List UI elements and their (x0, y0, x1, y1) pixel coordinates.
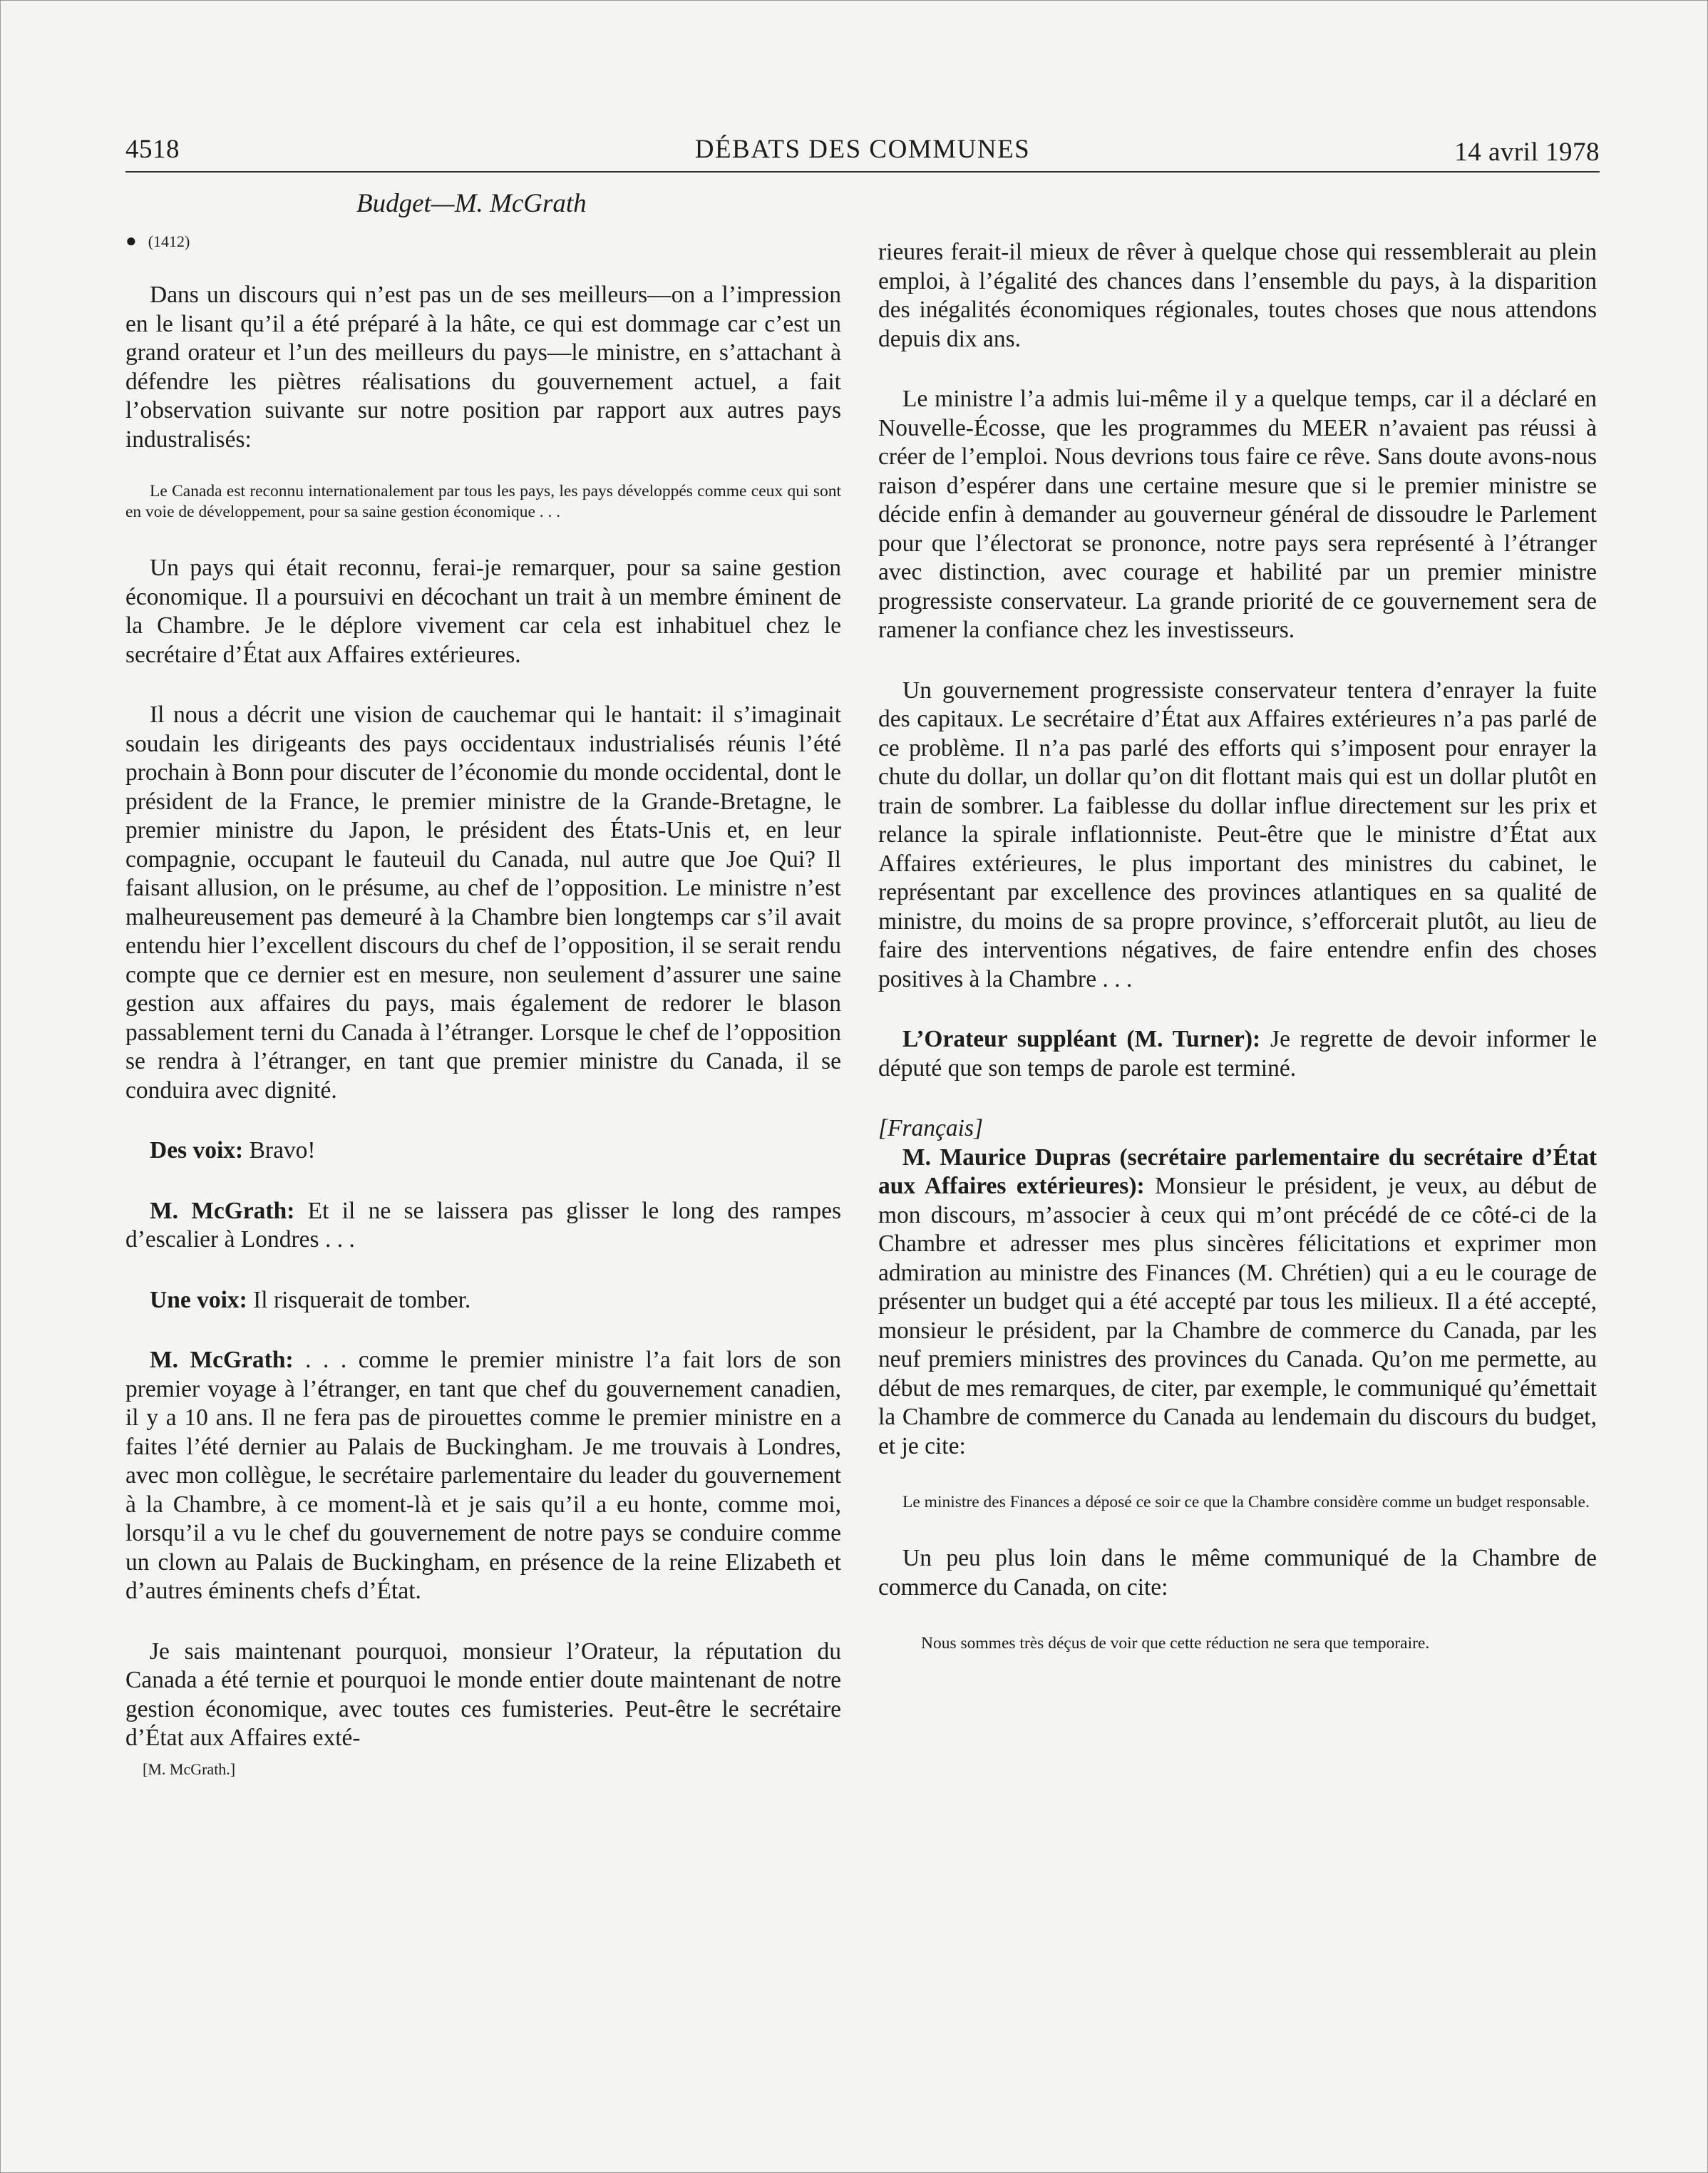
speech-text: Il risquerait de tomber. (247, 1286, 471, 1313)
language-tag: [Français] (878, 1115, 984, 1141)
speaker-name: Des voix: (150, 1137, 244, 1163)
block-quote: Le Canada est reconnu internationalement par tous les pays, les pays développés comme ceux qui sont en voie de développement, pour sa saine gestion économique . . . (125, 482, 841, 521)
speech-text: Monsieur le président, je veux, au début de mon discours, m’associer à ceux qui m’ont précédé de ce côté-ci de la Chambre et adresser mes plus sincères félicitations et exprimer mon admiration au ministre des Finances (M. Chrétien) qui a eu le courage de présenter un budget qui a été accepté par tous les milieux. Il a été accepté, monsieur le président, par la Chambre de commerce du Canada, par les neuf premiers ministres des provinces du Canada. Qu’on me permette, au début de mes remarques, de citer, par exemple, le communiqué qu’émettait la Chambre de commerce du Canada au lendemain du discours du budget, et je cite: (878, 1173, 1597, 1459)
paragraph: Un peu plus loin dans le même communiqué de la Chambre de commerce du Canada, on cite: (878, 1545, 1597, 1601)
paragraph: Un gouvernement progressiste conservateur tentera d’enrayer la fuite des capitaux. Le secrétaire d’État aux Affaires extérieures n’a pas parlé de ce problème. Il n’a pas parlé des efforts qui s’imposent pour enrayer la chute du dollar, un dollar qu’on dit flottant mais qui est un dollar plutôt en train de sombrer. La faiblesse du dollar influe directement sur les prix et relance la spirale inflationniste. Peut-être que le ministre d’État aux Affaires extérieures, le plus important des ministres du cabinet, le représentant par excellence des provinces atlantiques en sa qualité de ministre, du moins de sa propre province, s’efforcerait plutôt, au lieu de faire des interventions négatives, de faire entendre enfin des choses positives à la Chambre . . . (878, 677, 1597, 992)
running-head: Budget—M. McGrath (356, 189, 587, 218)
bullet-icon: ● (125, 230, 137, 251)
paragraph: Dans un discours qui n’est pas un de ses meilleurs—on a l’impression en le lisant qu’il a été préparé à la hâte, ce qui est dommage car c’est un grand orateur et l’un des meilleurs du pays—le ministre, en s’attachant à défendre les piètres réalisations du gouvernement actuel, a fait l’observation suivante sur notre position par rapport aux autres pays industralisés: (125, 282, 841, 453)
block-quote: Le ministre des Finances a déposé ce soir ce que la Chambre considère comme un budget responsable. (902, 1493, 1590, 1511)
paragraph: rieures ferait-il mieux de rêver à quelque chose qui ressemblerait au plein emploi, à l’égalité des chances dans l’ensemble du pays, à la disparition des inégalités économiques régionales, toutes choses que nous attendons depuis dix ans. (878, 239, 1597, 352)
paragraph: Je sais maintenant pourquoi, monsieur l’Orateur, la réputation du Canada a été ternie et pourquoi le monde entier doute maintenant de notre gestion économique, avec toutes ces fumisteries. Peut-être le secrétaire d’État aux Affaires exté- (125, 1638, 841, 1751)
paragraph: Un pays qui était reconnu, ferai-je remarquer, pour sa saine gestion économique. Il a poursuivi en décochant un trait à un membre éminent de la Chambre. Je le déplore vivement car cela est inhabituel chez le secrétaire d’État aux Affaires extérieures. (125, 555, 841, 668)
paragraph: Le ministre l’a admis lui-même il y a quelque temps, car il a déclaré en Nouvelle-Écosse, que les programmes du MEER n’avaient pas réussi à créer de l’emploi. Nous devrions tous faire ce rêve. Sans doute avons-nous raison d’espérer dans une certaine mesure que si le premier ministre se décide enfin à demander au gouverneur général de dissoudre le Parlement pour que l’électorat se prononce, notre pays sera représenté à l’étranger avec distinction, avec courage et habilité par un premier ministre progressiste conservateur. La grande priorité de ce gouvernement sera de ramener la confiance chez les investisseurs. (878, 386, 1597, 643)
block-quote: Nous sommes très déçus de voir que cette réduction ne sera que temporaire. (921, 1634, 1430, 1653)
speech-text: Bravo! (243, 1137, 316, 1163)
publication-title: DÉBATS DES COMMUNES (694, 135, 1031, 164)
speech-text: Je regrette de devoir informer le député que son temps de parole est terminé. (878, 1026, 1597, 1082)
speech-entry (125, 1346, 841, 1606)
speech-entry (878, 1144, 1597, 1461)
left-column (125, 232, 841, 1779)
speaker-name: M. McGrath: (150, 1197, 295, 1224)
speech-entry (878, 1025, 1597, 1083)
time-marker (125, 232, 841, 251)
issue-date: 14 avril 1978 (1454, 138, 1600, 167)
paragraph: Il nous a décrit une vision de cauchemar qui le hantait: il s’imaginait soudain les dirigeants des pays occidentaux industrialisés réunis l’été prochain à Bonn pour discuter de l’économie du monde occidental, dont le président de la France, le premier ministre de la Grande-Bretagne, le premier ministre du Japon, le président des États-Unis et, en leur compagnie, occupant le fauteuil du Canada, nul autre que Joe Qui? Il faisant allusion, on le présume, au chef de l’opposition. Le ministre n’est malheureusement pas demeuré à la Chambre bien longtemps car s’il avait entendu hier l’excellent discours du chef de l’opposition, il se serait rendu compte que ce dernier est en mesure, non seulement d’assurer une saine gestion aux affaires du pays, mais également de redorer le blason passablement terni du Canada à l’étranger. Lorsque le chef de l’opposition se rendra à l’étranger, en tant que premier ministre du Canada, il se conduira avec dignité. (125, 702, 841, 1104)
speaker-name: Une voix: (150, 1286, 247, 1313)
speaker-name: M. McGrath: (150, 1347, 294, 1373)
speaker-attribution: [M. McGrath.] (143, 1760, 236, 1778)
page-number: 4518 (125, 135, 180, 164)
speech-entry (125, 1286, 841, 1315)
time-marker-text: (1412) (148, 232, 190, 250)
right-column (878, 238, 1597, 1654)
speech-entry (125, 1136, 841, 1166)
speech-text: Et il ne se laissera pas glisser le long des rampes d’escalier à Londres . . . (125, 1197, 841, 1253)
speaker-name: M. Maurice Dupras (secrétaire parlementaire du secrétaire d’État aux Affaires extérieures): (878, 1144, 1597, 1199)
speaker-name: L’Orateur suppléant (M. Turner): (902, 1026, 1261, 1052)
header-rule (125, 171, 1600, 173)
page-header (125, 134, 1600, 171)
speech-text: . . . comme le premier ministre l’a fait lors de son premier voyage à l’étranger, en tant que chef du gouvernement canadien, il y a 10 ans. Il ne fera pas de pirouettes comme le premier ministre en a faites l’été dernier au Palais de Buckingham. Je me trouvais à Londres, avec mon collègue, le secrétaire parlementaire du leader du gouvernement à la Chambre, à ce moment-là et je sais qu’il a eu honte, comme moi, lorsqu’il a vu le chef du gouvernement de notre pays se conduire comme un clown au Palais de Buckingham, en présence de la reine Elizabeth et d’autres éminents chefs d’État. (125, 1347, 841, 1604)
speech-entry (125, 1197, 841, 1255)
